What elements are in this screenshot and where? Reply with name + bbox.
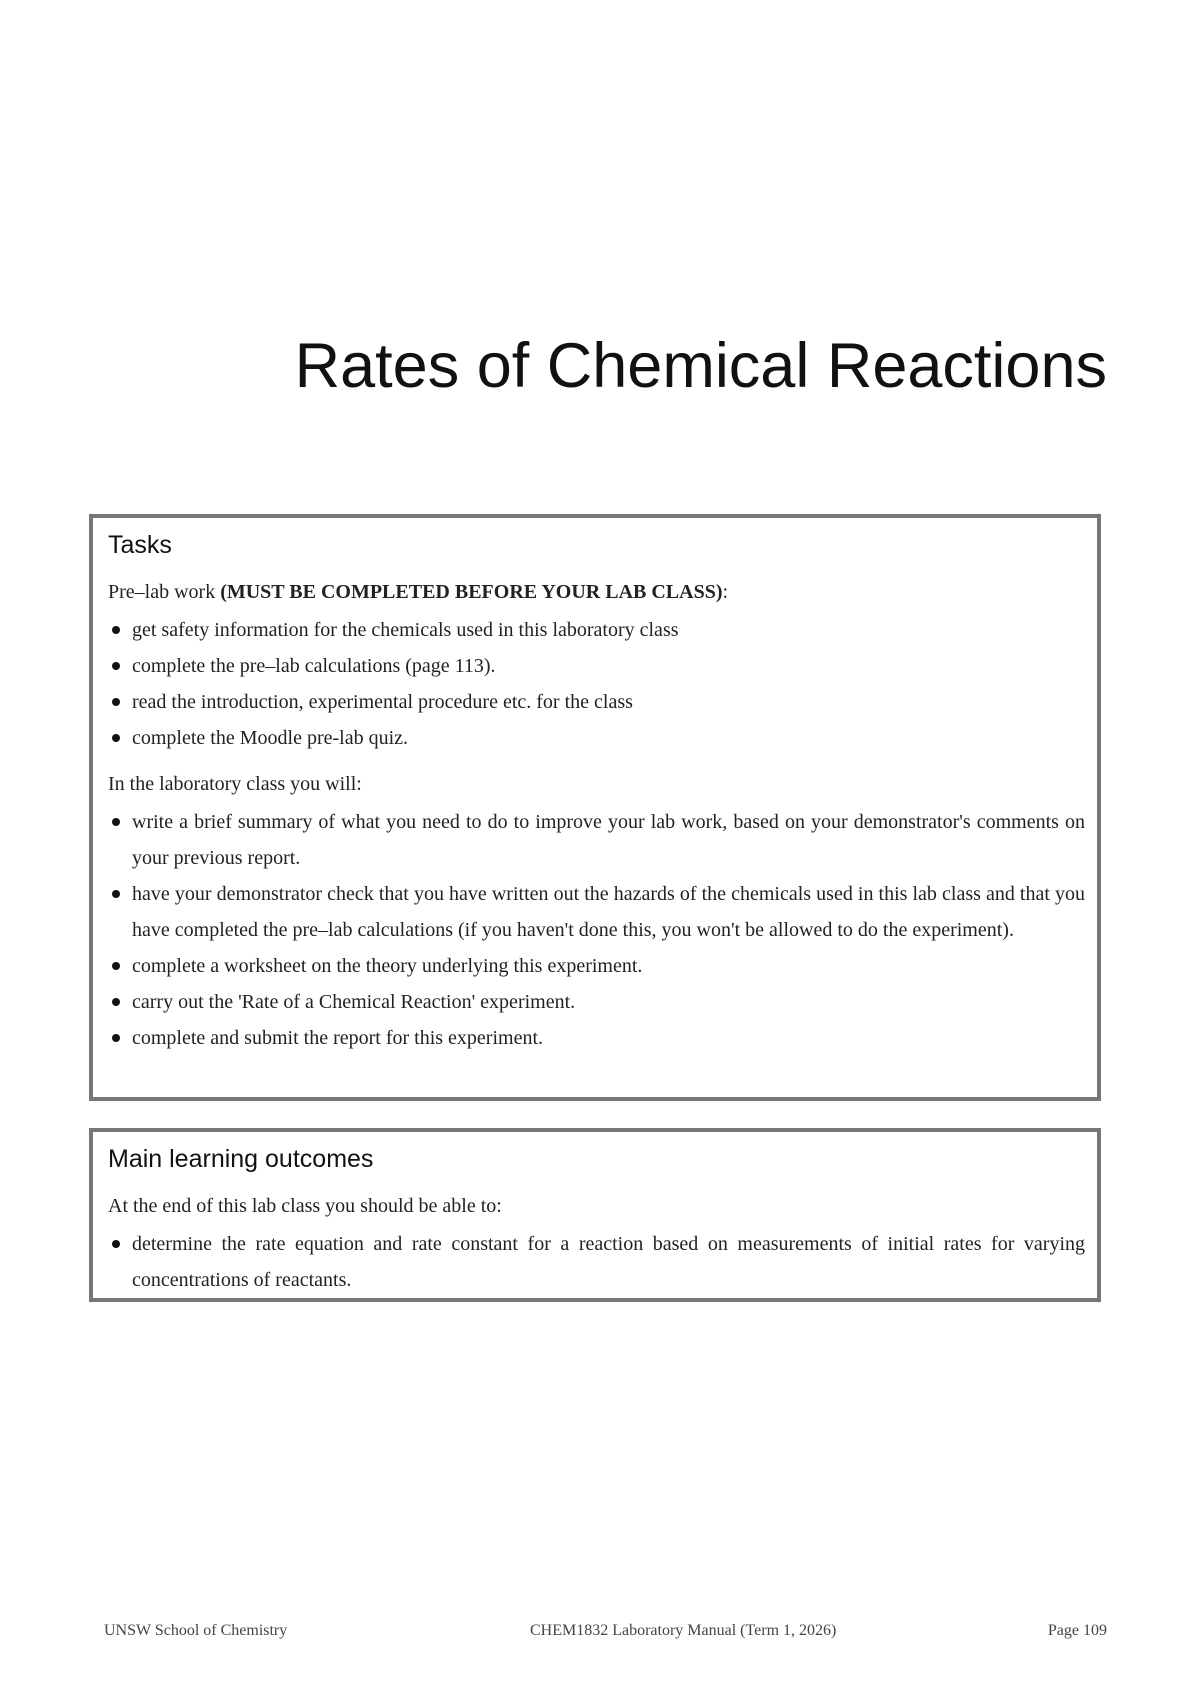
list-item xyxy=(108,948,1085,984)
outcomes-intro: At the end of this lab class you should be able to: xyxy=(108,1195,502,1217)
list-item-text: read the introduction, experimental procedure etc. for the class xyxy=(132,691,633,713)
list-item-text: complete and submit the report for this experiment. xyxy=(132,1027,543,1049)
bullet-icon xyxy=(112,890,120,898)
list-item xyxy=(108,984,1085,1020)
list-item-text: complete a worksheet on the theory underlying this experiment. xyxy=(132,955,643,977)
bullet-icon xyxy=(112,662,120,670)
list-item-text: determine the rate equation and rate constant for a reaction based on measurements of initial rates for varying concentrations of reactants. xyxy=(132,1233,1085,1291)
bullet-icon xyxy=(112,734,120,742)
footer-school: UNSW School of Chemistry xyxy=(104,1622,288,1639)
lab-intro: In the laboratory class you will: xyxy=(108,773,362,795)
bullet-icon xyxy=(112,962,120,970)
prelab-emphasis: (MUST BE COMPLETED BEFORE YOUR LAB CLASS) xyxy=(220,581,723,603)
prelab-suffix: : xyxy=(722,581,729,603)
outcomes-box xyxy=(89,1128,1101,1302)
list-item xyxy=(108,1020,1085,1056)
list-item xyxy=(108,648,1085,684)
bullet-icon xyxy=(112,1240,120,1248)
list-item-text: carry out the 'Rate of a Chemical Reaction' experiment. xyxy=(132,991,576,1013)
bullet-icon xyxy=(112,626,120,634)
list-item xyxy=(108,612,1085,648)
list-item-text: get safety information for the chemicals used in this laboratory class xyxy=(132,619,679,641)
bullet-icon xyxy=(112,698,120,706)
list-item xyxy=(108,876,1085,948)
list-item-text: have your demonstrator check that you have written out the hazards of the chemicals used in this lab class and that you have completed the pre–lab calculations (if you haven't done this, you won't be allowed to do the experiment). xyxy=(132,883,1085,941)
bullet-icon xyxy=(112,818,120,826)
list-item xyxy=(108,684,1085,720)
footer-page-number: Page 109 xyxy=(1047,1622,1107,1639)
list-item xyxy=(108,720,1085,756)
bullet-icon xyxy=(112,1034,120,1042)
bullet-icon xyxy=(112,998,120,1006)
tasks-heading: Tasks xyxy=(108,531,172,559)
list-item-text: write a brief summary of what you need to do to improve your lab work, based on your demonstrator's comments on your previous report. xyxy=(132,811,1085,869)
footer-manual-title: CHEM1832 Laboratory Manual (Term 1, 2026) xyxy=(530,1622,837,1639)
outcomes-heading: Main learning outcomes xyxy=(108,1145,374,1173)
page-title: Rates of Chemical Reactions xyxy=(294,331,1107,401)
prelab-intro xyxy=(108,574,1085,610)
lab-list xyxy=(108,804,1085,1056)
list-item xyxy=(108,804,1085,876)
outcomes-list xyxy=(108,1226,1085,1298)
tasks-box xyxy=(89,514,1101,1101)
list-item xyxy=(108,1226,1085,1298)
list-item-text: complete the Moodle pre-lab quiz. xyxy=(132,727,409,749)
list-item-text: complete the pre–lab calculations (page 113). xyxy=(132,655,496,677)
prelab-list xyxy=(108,612,1085,756)
prelab-intro-text: Pre–lab work xyxy=(108,581,221,603)
